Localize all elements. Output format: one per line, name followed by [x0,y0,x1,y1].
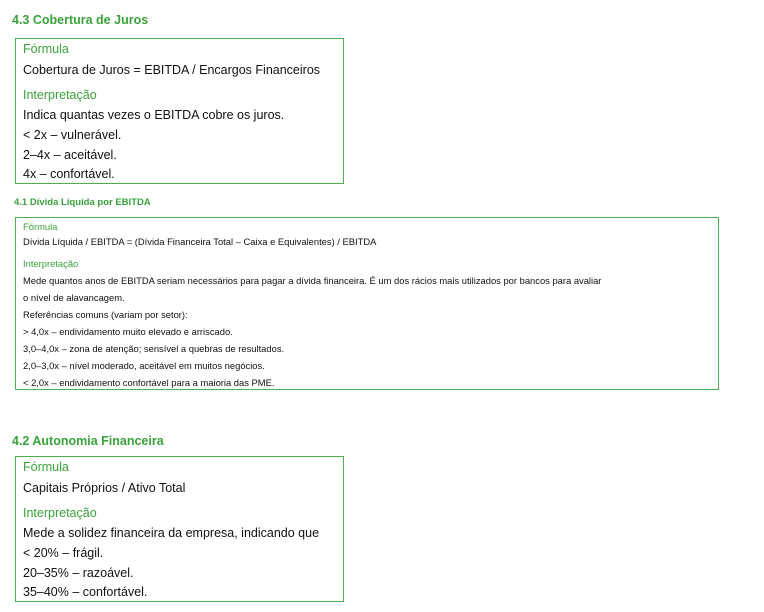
formula-text: Cobertura de Juros = EBITDA / Encargos Financeiros [23,63,321,77]
interpretation-line: Mede quantos anos de EBITDA seriam necessários para pagar a dívida financeira. É um dos rácios mais utilizados por bancos para avaliar [23,275,602,286]
interpretation-line: 20–35% – razoável. [23,566,134,580]
formula-label: Fórmula [23,42,69,56]
section-box-autonomia-financeira [15,456,344,602]
interpretation-label: Interpretação [23,88,97,102]
interpretation-label: Interpretação [23,258,79,269]
interpretation-line: < 2,0x – endividamento confortável para a maioria das PME. [23,377,275,388]
formula-label: Fórmula [23,460,69,474]
interpretation-line: o nível de alavancagem. [23,292,125,303]
formula-label: Fórmula [23,221,58,232]
section-title-divida-liquida: 4.1 Dívida Líquida por EBITDA [14,197,151,208]
interpretation-line: Referências comuns (variam por setor): [23,309,188,320]
interpretation-line: > 4,0x – endividamento muito elevado e arriscado. [23,326,233,337]
interpretation-line: 4x – confortável. [23,167,115,181]
interpretation-line: Mede a solidez financeira da empresa, indicando que [23,526,320,540]
section-box-cobertura-juros [15,38,344,184]
interpretation-label: Interpretação [23,506,97,520]
interpretation-line: 2,0–3,0x – nível moderado, aceitável em muitos negócios. [23,360,265,371]
formula-text: Capitais Próprios / Ativo Total [23,481,186,495]
interpretation-line: < 20% – frágil. [23,546,104,560]
section-box-divida-liquida [15,217,719,390]
section-title-cobertura-juros: 4.3 Cobertura de Juros [12,13,149,27]
interpretation-line: 2–4x – aceitável. [23,148,117,162]
formula-text: Dívida Líquida / EBITDA = (Dívida Financeira Total – Caixa e Equivalentes) / EBITDA [23,236,377,247]
section-title-autonomia-financeira: 4.2 Autonomia Financeira [12,434,164,448]
interpretation-line: 35–40% – confortável. [23,585,148,599]
interpretation-line: < 2x – vulnerável. [23,128,122,142]
interpretation-line: 3,0–4,0x – zona de atenção; sensível a quebras de resultados. [23,343,285,354]
interpretation-line: Indica quantas vezes o EBITDA cobre os juros. [23,108,285,122]
